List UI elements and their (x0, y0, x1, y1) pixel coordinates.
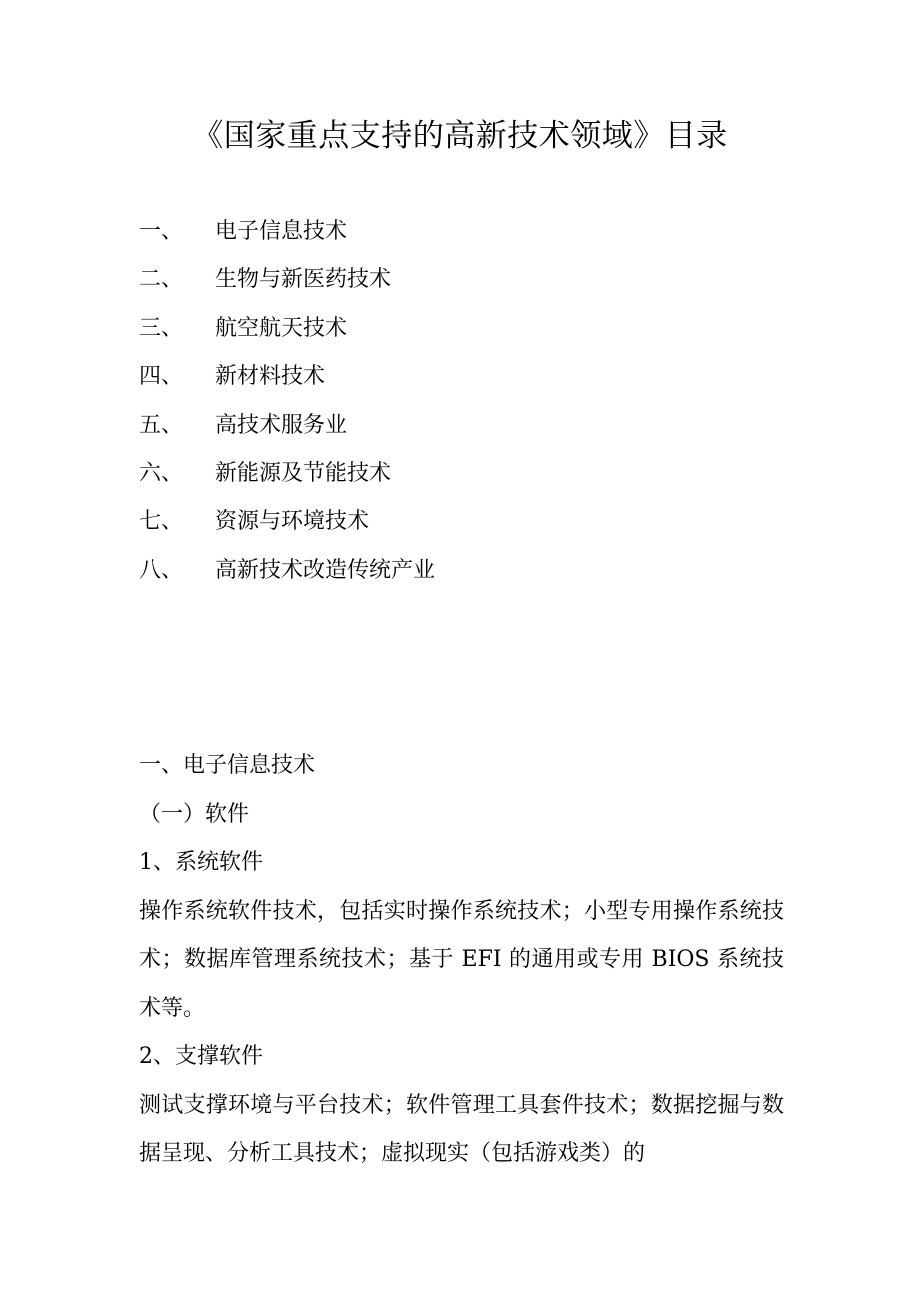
toc-item-label: 新材料技术 (215, 364, 326, 390)
toc-item-number: 七、 (139, 509, 184, 535)
toc-item-number: 三、 (139, 315, 184, 341)
toc-item-label: 生物与新医药技术 (215, 267, 392, 293)
paragraph-system-software: 操作系统软件技术，包括实时操作系统技术；小型专用操作系统技术；数据库管理系统技术；基于 EFI 的通用或专用 BIOS 系统技术等。 (139, 898, 784, 1021)
toc-item-4 (139, 357, 799, 405)
toc-item-3 (139, 309, 799, 357)
toc-item-label: 资源与环境技术 (215, 509, 370, 535)
toc-item-5 (139, 406, 799, 454)
document-body (139, 742, 784, 1179)
table-of-contents (139, 212, 799, 599)
section-heading: 一、电子信息技术 (139, 753, 316, 778)
item-heading-system-software: 1、系统软件 (139, 850, 263, 875)
toc-item-8 (139, 551, 799, 599)
item-heading-support-software: 2、支撑软件 (139, 1044, 263, 1069)
toc-item-number: 四、 (139, 364, 184, 390)
toc-item-7 (139, 502, 799, 550)
toc-item-2 (139, 260, 799, 308)
toc-item-label: 高技术服务业 (215, 412, 348, 438)
toc-item-number: 五、 (139, 412, 184, 438)
toc-item-6 (139, 454, 799, 502)
toc-item-label: 新能源及节能技术 (215, 460, 392, 486)
subsection-heading: （一）软件 (139, 801, 250, 827)
toc-item-label: 电子信息技术 (215, 219, 348, 244)
document-title: 《国家重点支持的高新技术领域》目录 (192, 118, 728, 154)
toc-item-label: 航空航天技术 (215, 315, 348, 341)
toc-item-number: 八、 (139, 557, 184, 583)
toc-item-label: 高新技术改造传统产业 (215, 557, 436, 583)
toc-item-number: 二、 (139, 267, 184, 293)
toc-item-1 (139, 212, 799, 260)
toc-item-number: 六、 (139, 460, 184, 486)
paragraph-support-software: 测试支撑环境与平台技术；软件管理工具套件技术；数据挖掘与数据呈现、分析工具技术；虚拟现实（包括游戏类）的 (139, 1092, 784, 1166)
toc-item-number: 一、 (139, 219, 184, 244)
